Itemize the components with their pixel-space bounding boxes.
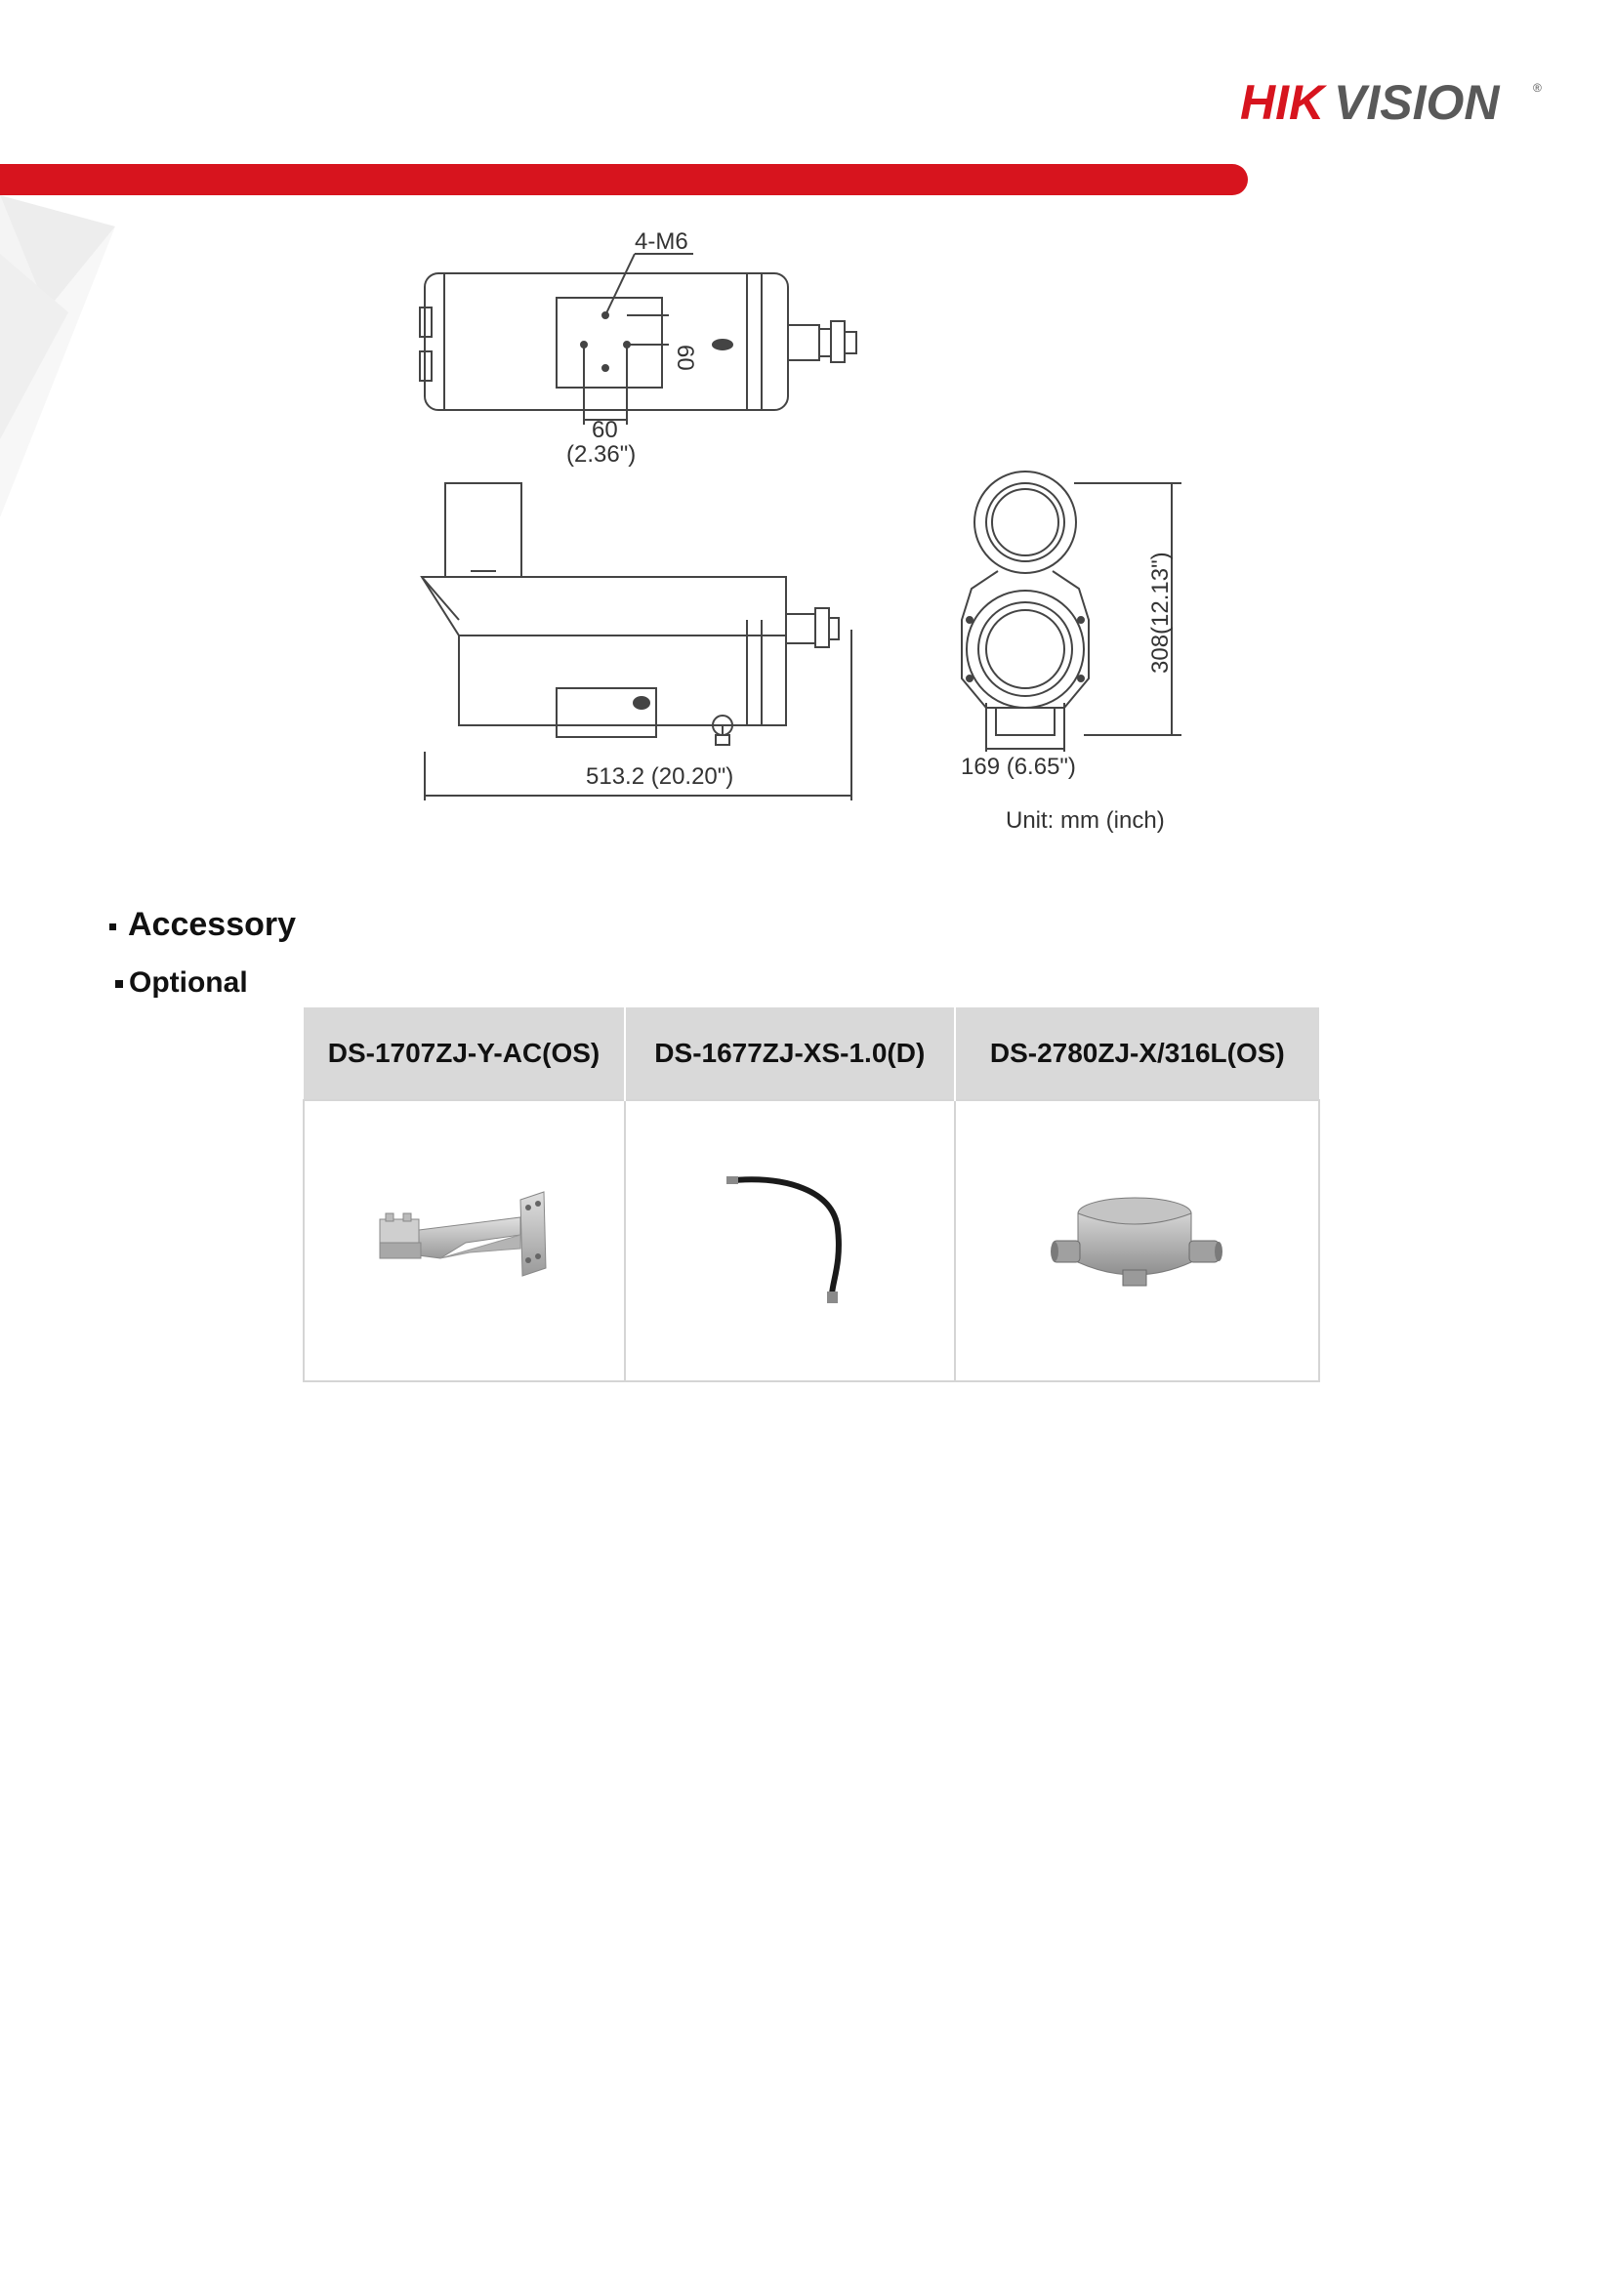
label-dim-60-horizontal: 60 [592,417,618,443]
label-dim-60-inch: (2.36") [566,441,637,468]
logo-hik: HIK [1240,75,1325,129]
logo-registered-mark: ® [1533,81,1542,95]
bullet-square-icon [115,980,123,988]
top-view [420,254,856,425]
optional-heading-text: Optional [129,966,248,999]
hikvision-logo [1240,70,1553,129]
header-red-bar [0,164,1248,195]
bullet-square-icon [109,923,116,930]
junction-box-icon [1049,1180,1224,1297]
table-header-cell: DS-1677ZJ-XS-1.0(D) [625,1007,955,1100]
label-width-dim: 169 (6.65") [961,754,1076,780]
table-image-cell [625,1100,955,1381]
side-view [422,483,851,800]
armored-cable-icon [726,1170,853,1307]
logo-vision: VISION [1334,75,1500,129]
dimension-drawing [400,220,1250,844]
table-image-cell [304,1100,625,1381]
decorative-triangles [0,195,127,527]
accessory-table [303,1007,1320,1382]
table-header-cell: DS-2780ZJ-X/316L(OS) [955,1007,1319,1100]
wall-bracket-icon [372,1190,558,1288]
section-heading-optional [115,966,248,1000]
accessory-heading-text: Accessory [128,906,297,943]
table-image-row [304,1100,1319,1381]
table-header-cell: DS-1707ZJ-Y-AC(OS) [304,1007,625,1100]
table-header-row [304,1007,1319,1100]
table-image-cell [955,1100,1319,1381]
unit-note: Unit: mm (inch) [1006,807,1165,834]
label-4-m6: 4-M6 [635,228,688,255]
label-length-dim: 513.2 (20.20") [586,763,734,790]
label-height-dim: 308(12.13") [1147,552,1174,674]
section-heading-accessory [109,906,296,944]
label-dim-60-vertical: 60 [672,345,698,371]
